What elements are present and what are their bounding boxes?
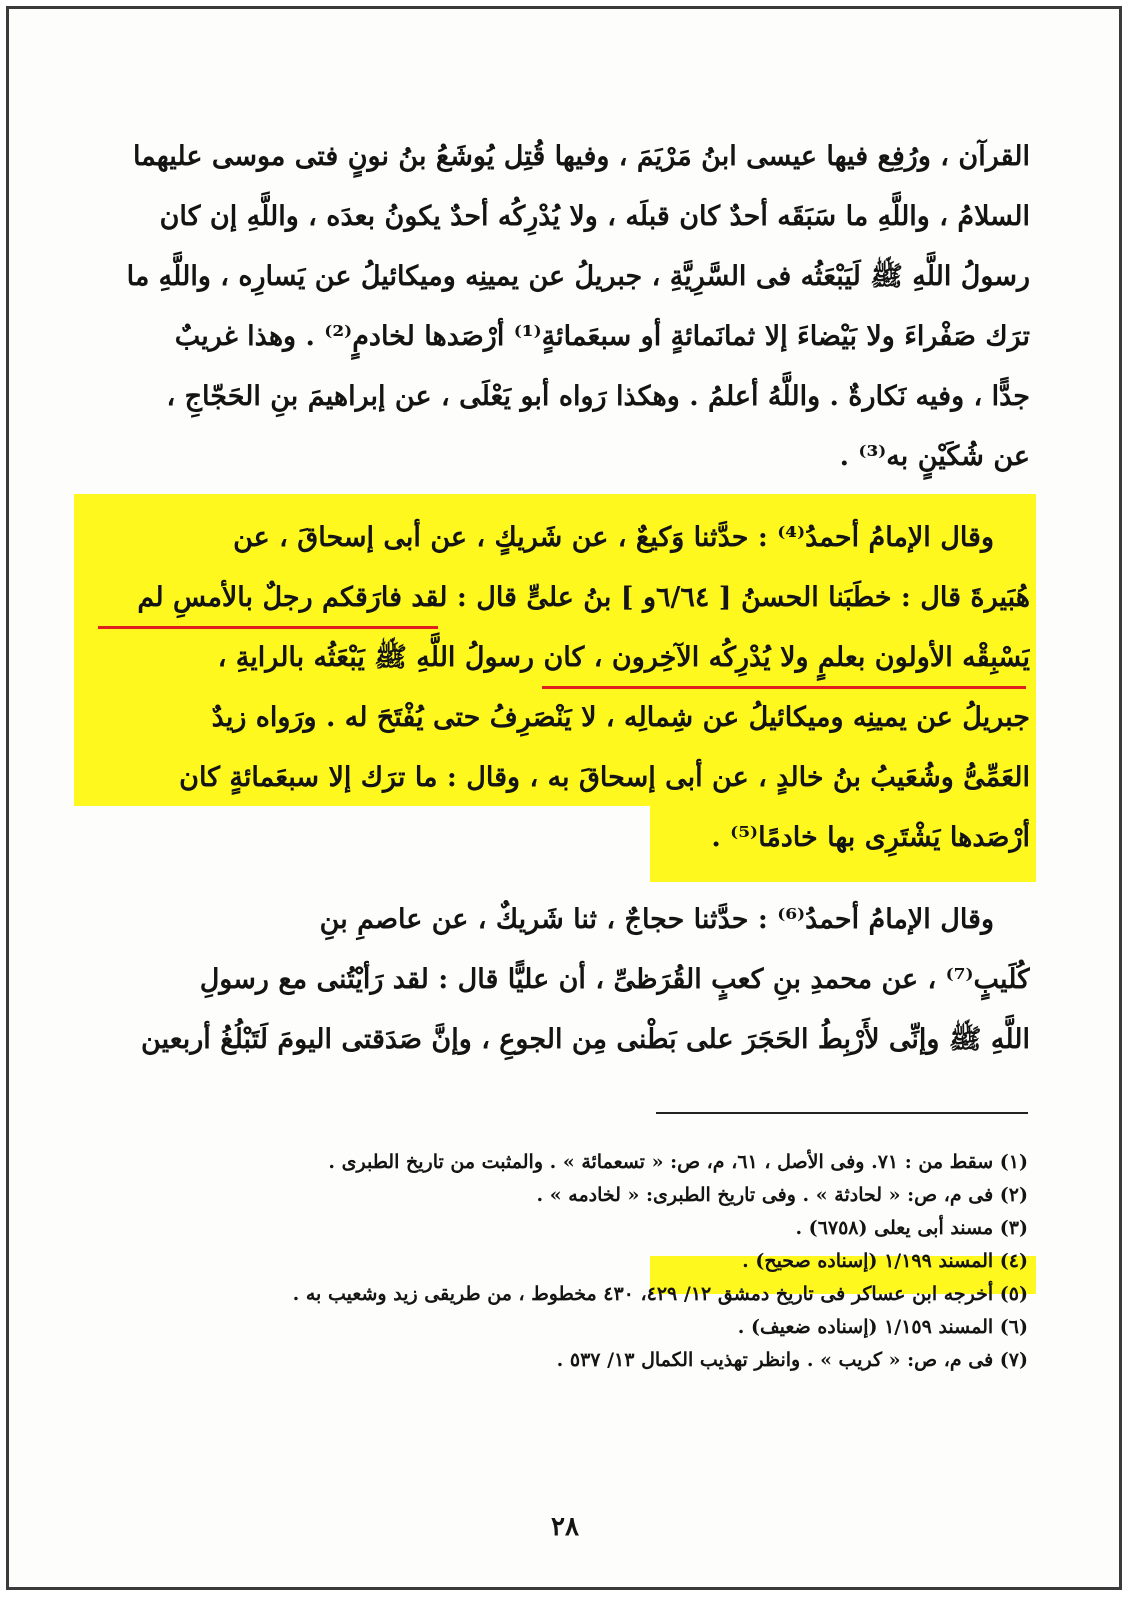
footnote: (١) سقط من : ٧١. وفى الأصل ، ٦١، م، ص: « تسعمائة » . والمثبت من تاريخ الطبرى .	[328, 1151, 1028, 1173]
text-line: القرآن ، ورُفِع فيها عيسى ابنُ مَرْيَمَ ، وفيها قُتِل يُوشَعُ بنُ نونٍ فتى موسى عليهما	[132, 141, 1030, 172]
footnote: (٢) فى م، ص: « لحادثة » . وفى تاريخ الطبرى: « لخادمه » .	[536, 1184, 1028, 1206]
text-line: عن شُكَيْنٍ به⁽³⁾ .	[839, 441, 1030, 472]
text-line: اللَّهِ ﷺ وإنِّى لأَرْبِطُ الحَجَرَ على بَطْنى مِن الجوعِ ، وإنَّ صَدَقتى اليومَ لَتَبْلُغُ أربعين	[141, 1024, 1030, 1055]
footnote: (٥) أخرجه ابن عساكر فى تاريخ دمشق ١٢/ ٤٢٩، ٤٣٠ مخطوط ، من طريقى زيد وشعيب به .	[292, 1283, 1028, 1305]
text-line: ترَك صَفْراءَ ولا بَيْضاءَ إلا ثمانَمائةٍ أو سبعَمائةٍ⁽¹⁾ أرْصَدها لخادمٍ⁽²⁾ . وهذا غريبٌ	[174, 321, 1030, 352]
text-line: العَمِّىُّ وشُعَيبُ بنُ خالدٍ ، عن أبى إسحاقَ به ، وقال : ما ترَك إلا سبعَمائةٍ كان	[179, 762, 1030, 793]
text-line: وقال الإمامُ أحمدُ⁽⁴⁾ : حدَّثنا وَكيعٌ ، عن شَريكٍ ، عن أبى إسحاقَ ، عن	[233, 522, 994, 553]
footnotes	[98, 1146, 1028, 1377]
text-line: هُبَيرةَ قال : خطَبَنا الحسنُ [ ٦/٦٤و ] بنُ علىٍّ قال : لقد فارَقكم رجلٌ بالأمسِ لم	[137, 582, 1030, 613]
footnote: (٤) المسند ١/١٩٩ (إسناده صحيح) .	[742, 1250, 1028, 1272]
paragraph-3	[98, 890, 1030, 1070]
footnote: (٣) مسند أبى يعلى (٦٧٥٨) .	[795, 1217, 1028, 1239]
text-line: جبريلُ عن يمينِه وميكائيلُ عن شِمالِه ، لا يَنْصَرِفُ حتى يُفْتَحَ له . ورَواه زيدٌ	[211, 702, 1030, 733]
text-line: أرْصَدها يَشْتَرِى بها خادمًا⁽⁵⁾ .	[711, 822, 1030, 853]
page-number: ٢٨	[551, 1512, 579, 1542]
paragraph-1	[98, 127, 1030, 487]
text-line: وقال الإمامُ أحمدُ⁽⁶⁾ : حدَّثنا حجاجٌ ، ثنا شَريكٌ ، عن عاصمِ بنِ	[319, 904, 994, 935]
text-line: كُلَيبٍ⁽⁷⁾ ، عن محمدِ بنِ كعبٍ القُرَظىِّ ، أن عليًّا قال : لقد رَأيْتُنى مع رسولِ	[199, 964, 1030, 995]
text-line: يَسْبِقْه الأولون بعلمٍ ولا يُدْرِكُه الآخِرون ، كان رسولُ اللَّهِ ﷺ يَبْعَثُه بالرايةِ ،	[217, 642, 1030, 673]
text-line: السلامُ ، واللَّهِ ما سَبَقَه أحدٌ كان قبلَه ، ولا يُدْرِكُه أحدٌ يكونُ بعدَه ، واللَّهِ إن كان	[159, 201, 1030, 232]
text-line: جدًّا ، وفيه نَكارةٌ . واللَّهُ أعلمُ . وهكذا رَواه أبو يَعْلَى ، عن إبراهيمَ بنِ الحَجّاجِ ،	[166, 381, 1030, 412]
text-line: رسولُ اللَّهِ ﷺ لَيَبْعَثُه فى السَّرِيَّةِ ، جبريلُ عن يمينِه وميكائيلُ عن يَسارِه ، واللَّهِ ما	[126, 261, 1030, 292]
paragraph-2	[98, 508, 1030, 868]
footnote: (٦) المسند ١/١٥٩ (إسناده ضعيف) .	[737, 1316, 1028, 1338]
footnote: (٧) فى م، ص: « كريب » . وانظر تهذيب الكمال ١٣/ ٥٣٧ .	[556, 1349, 1028, 1371]
footnote-divider	[656, 1112, 1028, 1114]
